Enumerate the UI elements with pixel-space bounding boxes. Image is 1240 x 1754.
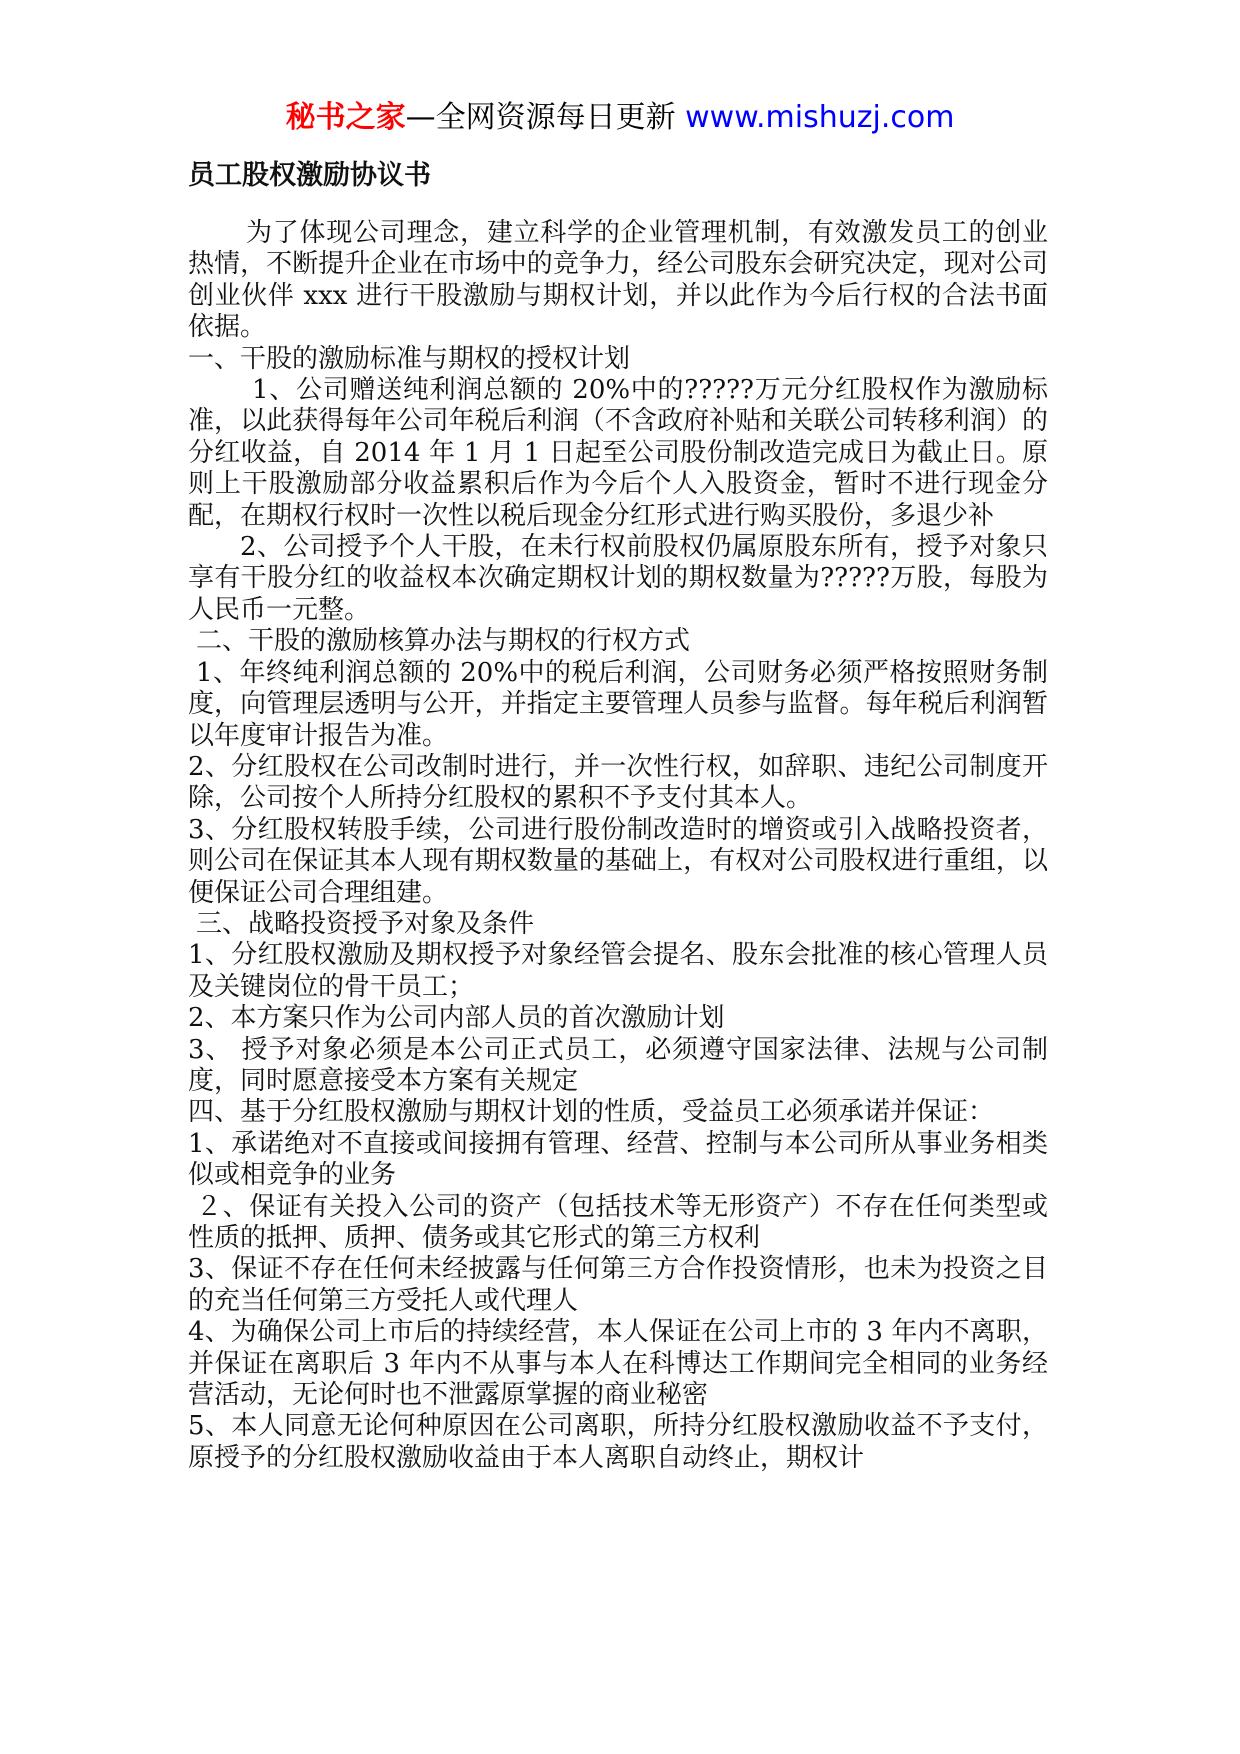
section-heading-4: 四、基于分红股权激励与期权计划的性质，受益员工必须承诺并保证： bbox=[188, 1097, 995, 1128]
section-heading-2: 二、干股的激励核算办法与期权的行权方式 bbox=[196, 626, 691, 657]
clause-4-2: ２、保证有关投入公司的资产（包括技术等无形资产）不存在任何类型或性质的抵押、质押、债务或其它形式的第三方权利 bbox=[188, 1191, 1048, 1253]
site-url-link[interactable]: www.mishuzj.com bbox=[685, 100, 955, 135]
clause-3-2: 2、本方案只作为公司内部人员的首次激励计划 bbox=[188, 1003, 725, 1034]
clause-2-1: 1、年终纯利润总额的 20%中的税后利润，公司财务必须严格按照财务制度，向管理层透明与公开，并指定主要管理人员参与监督。每年税后利润暂以年度审计报告为准。 bbox=[188, 657, 1048, 751]
intro-paragraph: 为了体现公司理念，建立科学的企业管理机制，有效激发员工的创业热情，不断提升企业在市场中的竞争力，经公司股东会研究决定，现对公司创业伙伴 xxx 进行干股激励与期权计划，并以此作为今后行权的合法书面依据。 bbox=[188, 218, 1048, 343]
section-heading-1: 一、干股的激励标准与期权的授权计划 bbox=[188, 343, 631, 374]
clause-2-2: 2、分红股权在公司改制时进行，并一次性行权，如辞职、违纪公司制度开除，公司按个人所持分红股权的累积不予支付其本人。 bbox=[188, 751, 1048, 814]
site-slogan: —全网资源每日更新 bbox=[405, 100, 676, 135]
clause-3-3: 3、 授予对象必须是本公司正式员工，必须遵守国家法律、法规与公司制度，同时愿意接受本方案有关规定 bbox=[188, 1034, 1048, 1096]
clause-4-4: 4、为确保公司上市后的持续经营，本人保证在公司上市的 3 年内不离职，并保证在离职后 3 年内不从事与本人在科博达工作期间完全相同的业务经营活动，无论何时也不泄露原掌握的商业秘密 bbox=[188, 1317, 1048, 1411]
document-body bbox=[188, 218, 1048, 1474]
clause-2-3: 3、分红股权转股手续，公司进行股份制改造时的增资或引入战略投资者，则公司在保证其本人现有期权数量的基础上，有权对公司股权进行重组，以便保证公司合理组建。 bbox=[188, 814, 1048, 908]
site-banner bbox=[0, 98, 1240, 138]
clause-3-1: 1、分红股权激励及期权授予对象经管会提名、股东会批准的核心管理人员及关键岗位的骨干员工； bbox=[188, 940, 1048, 1002]
clause-4-3: 3、保证不存在任何未经披露与任何第三方合作投资情形，也未为投资之目的充当任何第三方受托人或代理人 bbox=[188, 1254, 1048, 1316]
clause-4-1: 1、承诺绝对不直接或间接拥有管理、经营、控制与本公司所从事业务相类似或相竞争的业务 bbox=[188, 1128, 1048, 1191]
clause-1-2: 2、公司授予个人干股，在未行权前股权仍属原股东所有，授予对象只享有干股分红的收益权本次确定期权计划的期权数量为?????万股，每股为人民币一元整。 bbox=[188, 532, 1048, 625]
clause-1-1: 1、公司赠送纯利润总额的 20%中的?????万元分红股权作为激励标准，以此获得每年公司年税后利润（不含政府补贴和关联公司转移利润）的分红收益，自 2014 年 1 月 1 日起至公司股份制改造完成日为截止日。原则上干股激励部分收益累积后作为今后个人入股资金，暂时不进行现金分配，在期权行权时一次性以税后现金分红形式进行购买股份，多退少补 bbox=[188, 375, 1048, 531]
clause-4-5: 5、本人同意无论何种原因在公司离职，所持分红股权激励收益不予支付，原授予的分红股权激励收益由于本人离职自动终止，期权计 bbox=[188, 1411, 1048, 1473]
brand-name: 秘书之家 bbox=[285, 100, 406, 135]
document-title: 员工股权激励协议书 bbox=[188, 160, 431, 191]
section-heading-3: 三、战略投资授予对象及条件 bbox=[196, 908, 535, 939]
